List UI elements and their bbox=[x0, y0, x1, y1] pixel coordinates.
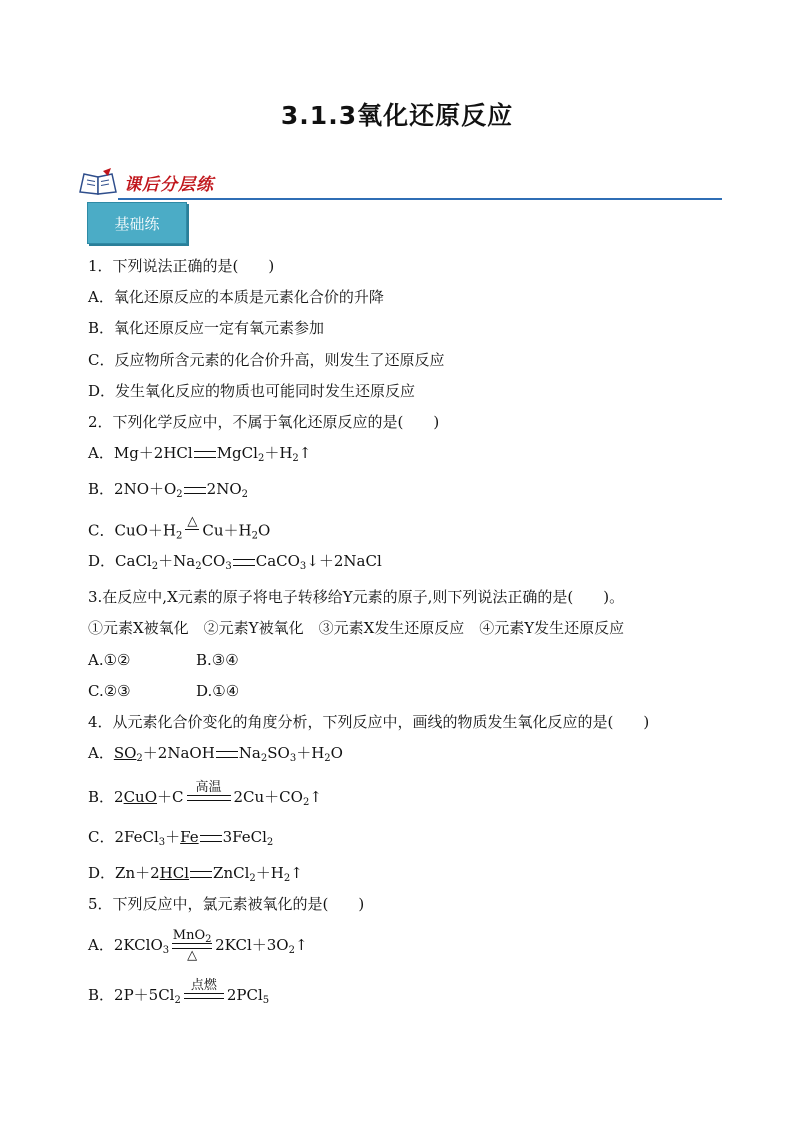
question-1-option-a: A．氧化还原反应的本质是元素化合价的升降 bbox=[88, 288, 384, 307]
question-5-option-a: A．2KClO$_3$ MnO$_2$ △ $2KCl+3O_2↑$ bbox=[88, 928, 308, 964]
underlined-substance: CuO bbox=[123, 788, 158, 807]
questions bbox=[88, 256, 728, 1025]
section-divider bbox=[118, 198, 722, 200]
question-3-option-a: A.①② bbox=[88, 650, 131, 669]
question-2-option-a: A．Mg＋2HCl $MgCl_2+H_2↑$ bbox=[88, 444, 312, 465]
underlined-substance: $SO_2$ bbox=[113, 744, 143, 765]
question-1-stem: 1．下列说法正确的是( ) bbox=[88, 257, 275, 275]
reaction-condition: 高温 bbox=[187, 781, 231, 815]
section-label: 课后分层练 bbox=[124, 175, 214, 195]
equals-sign bbox=[184, 487, 206, 494]
equals-sign bbox=[190, 871, 212, 878]
question-4-stem: 4．从元素化合价变化的角度分析，下列反应中，画线的物质发生氧化反应的是( ) bbox=[88, 712, 650, 731]
question-3-option-d: D.①④ bbox=[196, 681, 240, 700]
equals-sign bbox=[233, 559, 255, 566]
equals-sign bbox=[216, 751, 238, 758]
question-4-option-c: C．2FeCl$_3$＋Fe 3FeCl$_2$ bbox=[88, 828, 274, 849]
underlined-substance: Fe bbox=[180, 828, 199, 847]
question-5-stem: 5．下列反应中，氯元素被氧化的是( ) bbox=[88, 895, 365, 914]
equals-sign bbox=[200, 835, 222, 842]
section-header bbox=[78, 166, 722, 200]
question-2-option-c: C．$CuO+H_2$ △ $Cu+H_2O$ bbox=[88, 515, 728, 551]
question-2-option-d: D．$CaCl_2+Na_2CO_3$ CaCO$_3$↓＋2NaCl bbox=[88, 552, 382, 573]
question-3-items: ①元素X被氧化 ②元素Y被氧化 ③元素X发生还原反应 ④元素Y发生还原反应 bbox=[88, 619, 625, 638]
question-2-stem: 2．下列化学反应中，不属于氧化还原反应的是( ) bbox=[88, 412, 440, 431]
question-4-option-a: A．$SO_2+2NaOH$ $Na_2SO_3+H_2O$ bbox=[88, 744, 343, 765]
question-5-option-b: B．$2P+5Cl_2$ 点燃 2PCl$_5$ bbox=[88, 975, 728, 1025]
question-3-option-c: C.②③ bbox=[88, 681, 131, 700]
question-4-option-b: B．2CuO＋C 高温 $2Cu+CO_2↑$ bbox=[88, 779, 728, 827]
question-3-stem: 3.在反应中,X元素的原子将电子转移给Y元素的原子,则下列说法正确的是( )。 bbox=[88, 588, 625, 607]
question-1-option-c: C．反应物所含元素的化合价升高，则发生了还原反应 bbox=[88, 350, 445, 369]
reaction-condition: 点燃 bbox=[184, 979, 224, 1013]
level-tag: 基础练 bbox=[87, 202, 187, 244]
question-3-options-ab bbox=[88, 650, 728, 681]
equals-sign bbox=[194, 451, 216, 458]
reaction-condition: MnO$_2$ △ bbox=[172, 928, 212, 964]
book-icon bbox=[78, 168, 118, 196]
question-3-option-b: B.③④ bbox=[196, 650, 239, 669]
question-1-option-d: D．发生氧化反应的物质也可能同时发生还原反应 bbox=[88, 381, 416, 400]
question-4-option-d: D．Zn＋2HCl $ZnCl_2+H_2↑$ bbox=[88, 864, 303, 885]
reaction-condition: △ bbox=[185, 515, 199, 548]
page-title: 3.1.3氧化还原反应 bbox=[280, 101, 514, 130]
question-1-option-b: B．氧化还原反应一定有氧元素参加 bbox=[88, 319, 325, 338]
underlined-substance: HCl bbox=[159, 864, 190, 883]
question-3-options-cd bbox=[88, 681, 728, 712]
question-2-option-b: B．$2NO+O_2$ $2NO_2$ bbox=[88, 480, 249, 501]
